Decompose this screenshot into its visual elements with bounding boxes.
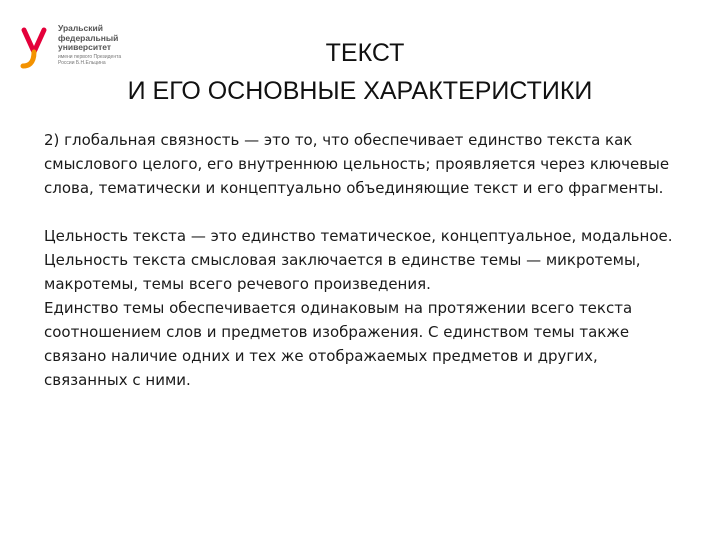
- logo-line: Уральский: [58, 23, 103, 33]
- slide-body: [44, 128, 684, 392]
- paragraph-spacer: [44, 200, 684, 224]
- logo-line: федеральный: [58, 32, 119, 43]
- slide-title: [0, 34, 720, 110]
- logo-line: университет: [58, 42, 112, 52]
- paragraph-global-coherence: 2) глобальная связность — это то, что обеспечивает единство текста как смыслового целого, его внутреннюю цельность; проявляется через ключевые слова, тематически и концептуально объединяющие текст и его фрагменты.: [44, 131, 670, 197]
- logo-subtitle: имени первого Президента России Б.Н.Ельцина: [58, 54, 122, 66]
- paragraph-theme-unity: Единство темы обеспечивается одинаковым на протяжении всего текста соотношением слов и предметов изображения. С единством темы также связано наличие одних и тех же отображаемых предметов и других, связанных с ними.: [44, 299, 633, 389]
- paragraph-integrity-definition: Цельность текста — это единство тематическое, концептуальное, модальное.: [44, 227, 673, 245]
- title-line-2: И ЕГО ОСНОВНЫЕ ХАРАКТЕРИСТИКИ: [127, 77, 593, 105]
- paragraph-semantic-integrity: Цельность текста смысловая заключается в единстве темы — микротемы, макротемы, темы всего речевого произведения.: [44, 251, 641, 293]
- title-line-1: ТЕКСТ: [325, 39, 405, 67]
